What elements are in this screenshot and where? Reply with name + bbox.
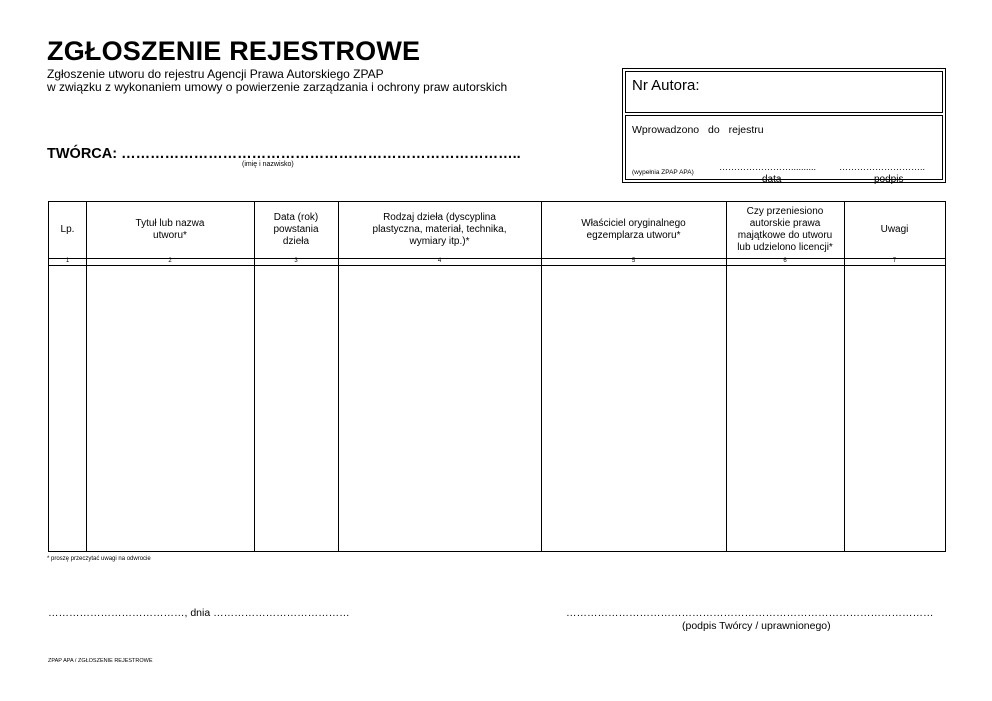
creator-field[interactable]: TWÓRCA: ………………………………………………………………………..	[47, 146, 521, 162]
subtitle-line-1: Zgłoszenie utworu do rejestru Agencji Prawa Autorskiego ZPAP	[47, 67, 384, 81]
column-number: 7	[892, 258, 897, 264]
works-table	[48, 201, 946, 552]
column-header-type: Rodzaj dzieła (dyscyplina plastyczna, materiał, technika, wymiary itp.)*	[372, 212, 507, 247]
date-field[interactable]: ……………………..........	[719, 162, 817, 172]
creator-hint: (imię i nazwisko)	[242, 161, 294, 168]
column-header-owner: Właściciel oryginalnego egzemplarza utworu*	[581, 218, 686, 241]
column-number: 4	[437, 258, 442, 264]
subtitle	[47, 68, 507, 94]
author-number-label: Nr Autora:	[632, 77, 700, 94]
signature-field[interactable]: ………………………..	[839, 162, 926, 172]
place-date-field[interactable]: …………………………………, dnia …………………………………	[48, 607, 350, 619]
registry-box	[622, 68, 946, 183]
column-header-title: Tytuł lub nazwa utworu*	[135, 218, 205, 241]
footnote: * proszę przeczytać uwagi na odwrocie	[47, 556, 151, 562]
registry-entry-box	[625, 115, 943, 185]
page-title: ZGŁOSZENIE REJESTROWE	[47, 36, 421, 66]
column-number: 2	[168, 258, 172, 264]
column-header-notes: Uwagi	[880, 224, 909, 235]
signature-label: podpis	[874, 174, 904, 185]
column-number: 1	[65, 258, 70, 264]
column-header-rights: Czy przeniesiono autorskie prawa majątkowe do utworu lub udzielono licencji*	[737, 206, 833, 253]
column-header-date: Data (rok) powstania dzieła	[273, 212, 319, 247]
column-number: 3	[294, 258, 298, 264]
column-number: 6	[783, 258, 787, 264]
signature-hint: (podpis Twórcy / uprawnionego)	[682, 620, 831, 632]
filled-by-note: (wypełnia ZPAP APA)	[632, 169, 694, 176]
author-number-box[interactable]	[625, 71, 943, 113]
entered-label: Wprowadzono do rejestru	[632, 124, 764, 136]
footer-text: ZPAP APA / ZGŁOSZENIE REJESTROWE	[48, 658, 153, 664]
subtitle-line-2: w związku z wykonaniem umowy o powierzenie zarządzania i ochrony praw autorskich	[47, 80, 508, 94]
column-number: 5	[631, 258, 636, 264]
creator-signature-field[interactable]: ……………………………………………………………………………………………	[566, 607, 934, 619]
date-label: data	[762, 174, 782, 185]
column-header-lp: Lp.	[60, 224, 75, 235]
table-body[interactable]	[49, 266, 945, 551]
